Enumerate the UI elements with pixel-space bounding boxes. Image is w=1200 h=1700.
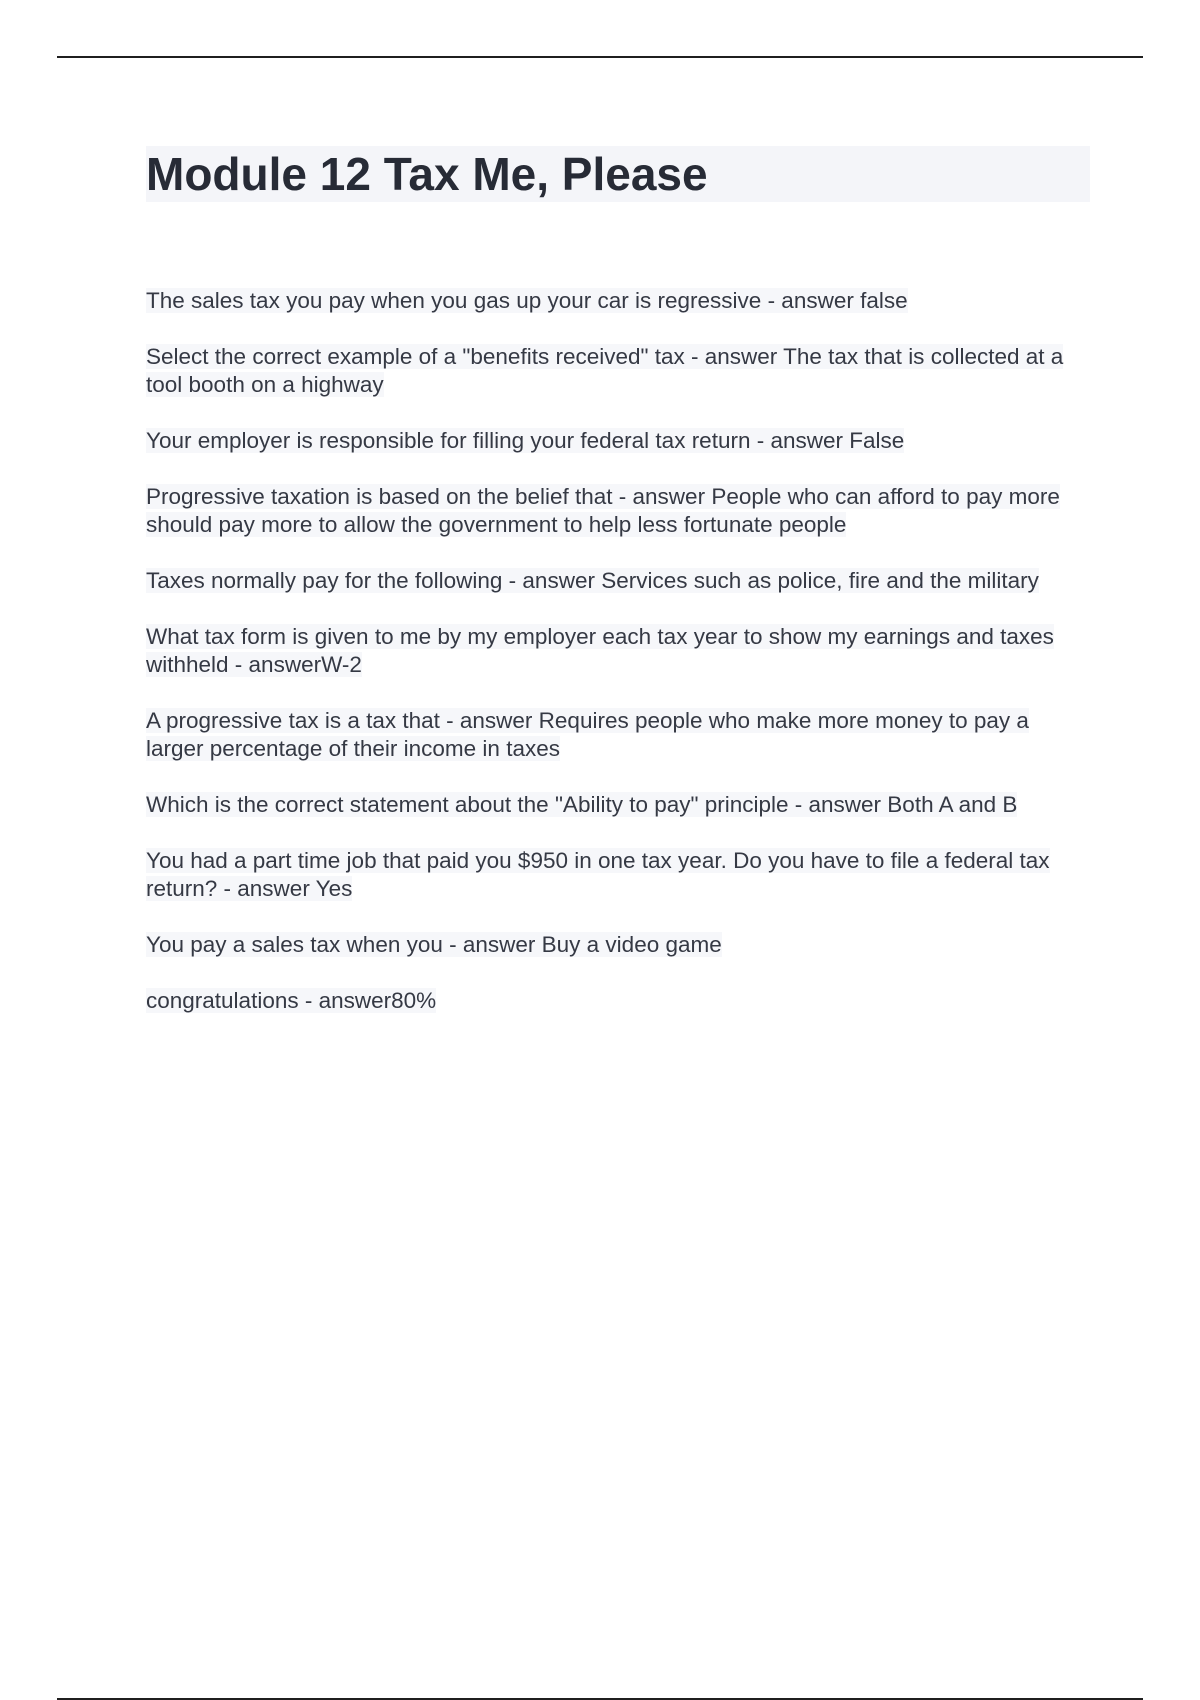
qa-item	[146, 623, 1090, 679]
qa-item	[146, 931, 1090, 959]
qa-item	[146, 567, 1090, 595]
qa-item	[146, 483, 1090, 539]
qa-text: You pay a sales tax when you - answer Buy a video game	[146, 932, 722, 957]
qa-text: Your employer is responsible for filling your federal tax return - answer False	[146, 428, 905, 453]
qa-item	[146, 987, 1090, 1015]
qa-text: Progressive taxation is based on the belief that - answer People who can afford to pay more should pay more to allow the government to help less fortunate people	[146, 484, 1060, 537]
qa-text: Which is the correct statement about the "Ability to pay" principle - answer Both A and B	[146, 792, 1018, 817]
document-body	[146, 146, 1090, 1043]
qa-text: congratulations - answer80%	[146, 988, 437, 1013]
qa-text: You had a part time job that paid you $950 in one tax year. Do you have to file a federal tax return? - answer Yes	[146, 848, 1050, 901]
qa-item	[146, 343, 1090, 399]
qa-item	[146, 287, 1090, 315]
title-bar	[146, 146, 1090, 202]
qa-item	[146, 707, 1090, 763]
qa-text: The sales tax you pay when you gas up your car is regressive - answer false	[146, 288, 908, 313]
qa-item	[146, 427, 1090, 455]
qa-item	[146, 791, 1090, 819]
qa-text: Select the correct example of a "benefits received" tax - answer The tax that is collected at a tool booth on a highway	[146, 344, 1064, 397]
qa-text: Taxes normally pay for the following - answer Services such as police, fire and the military	[146, 568, 1039, 593]
page-title: Module 12 Tax Me, Please	[146, 148, 708, 200]
qa-item	[146, 847, 1090, 903]
qa-list	[146, 287, 1090, 1015]
qa-text: A progressive tax is a tax that - answer Requires people who make more money to pay a larger percentage of their income in taxes	[146, 708, 1029, 761]
qa-text: What tax form is given to me by my employer each tax year to show my earnings and taxes withheld - answerW-2	[146, 624, 1054, 677]
top-rule	[57, 56, 1143, 58]
